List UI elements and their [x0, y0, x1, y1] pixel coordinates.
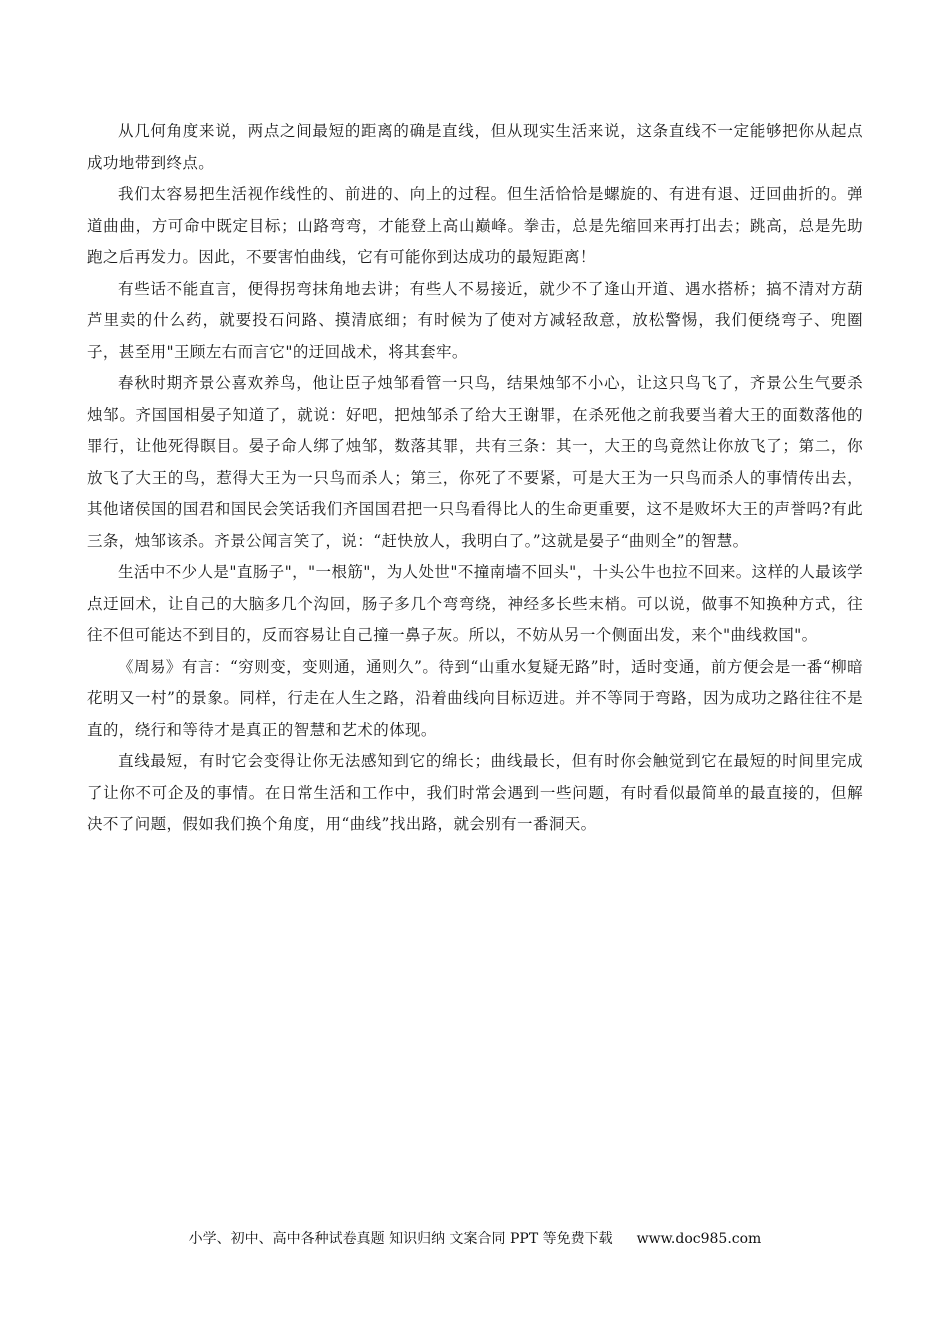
paragraph-5: 生活中不少人是"直肠子"，"一根筋"，为人处世"不撞南墙不回头"，十头公牛也拉不回来。这样的人最该学点迂回术，让自己的大脑多几个沟回，肠子多几个弯弯绕，神经多长些末梢。可以说，做事不知换种方式，往往不但可能达不到目的，反而容易让自己撞一鼻子灰。所以，不妨从另一个侧面出发，来个"曲线救国"。	[87, 563, 863, 644]
paragraph-2: 我们太容易把生活视作线性的、前进的、向上的过程。但生活恰恰是螺旋的、有进有退、迂回曲折的。弹道曲曲，方可命中既定目标；山路弯弯，才能登上高山巅峰。拳击，总是先缩回来再打出去；跳高，总是先助跑之后再发力。因此，不要害怕曲线，它有可能你到达成功的最短距离！	[87, 185, 863, 266]
paragraph-3: 有些话不能直言，便得拐弯抹角地去讲；有些人不易接近，就少不了逢山开道、遇水搭桥；搞不清对方葫芦里卖的什么药，就要投石问路、摸清底细；有时候为了使对方减轻敌意，放松警惕，我们便绕弯子、兜圈子，甚至用"王顾左右而言它"的迂回战术，将其套牢。	[87, 279, 863, 361]
page-footer	[0, 1229, 950, 1249]
paragraph-6: 《周易》有言：“穷则变，变则通，通则久”。待到“山重水复疑无路”时，适时变通，前方便会是一番“柳暗花明又一村”的景象。同样，行走在人生之路，沿着曲线向目标迈进。并不等同于弯路，因为成功之路往往不是直的，绕行和等待才是真正的智慧和艺术的体现。	[87, 657, 863, 739]
footer-text: 小学、初中、高中各种试卷真题 知识归纳 文案合同 PPT 等免费下载	[188, 1231, 613, 1247]
paragraph-1: 从几何角度来说，两点之间最短的距离的确是直线，但从现实生活来说，这条直线不一定能够把你从起点成功地带到终点。	[87, 122, 863, 172]
paragraph-4: 春秋时期齐景公喜欢养鸟，他让臣子烛邹看管一只鸟，结果烛邹不小心，让这只鸟飞了，齐景公生气要杀烛邹。齐国国相晏子知道了，就说：好吧，把烛邹杀了给大王谢罪，在杀死他之前我要当着大王的面数落他的罪行，让他死得瞑目。晏子命人绑了烛邹，数落其罪，共有三条：其一，大王的鸟竟然让你放飞了；第二，你放飞了大王的鸟，惹得大王为一只鸟而杀人；第三，你死了不要紧，可是大王为一只鸟而杀人的事情传出去，其他诸侯国的国君和国民会笑话我们齐国国君把一只鸟看得比人的生命更重要，这不是败坏大王的声誉吗?有此三条，烛邹该杀。齐景公闻言笑了，说：“赶快放人，我明白了。”这就是晏子“曲则全”的智慧。	[87, 374, 863, 550]
paragraph-7: 直线最短，有时它会变得让你无法感知到它的绵长；曲线最长，但有时你会触觉到它在最短的时间里完成了让你不可企及的事情。在日常生活和工作中，我们时常会遇到一些问题，有时看似最简单的最直接的，但解决不了问题，假如我们换个角度，用“曲线”找出路，就会别有一番洞天。	[87, 752, 863, 833]
footer-site-link[interactable]: www.doc985.com	[636, 1231, 762, 1247]
article-body	[87, 116, 863, 841]
